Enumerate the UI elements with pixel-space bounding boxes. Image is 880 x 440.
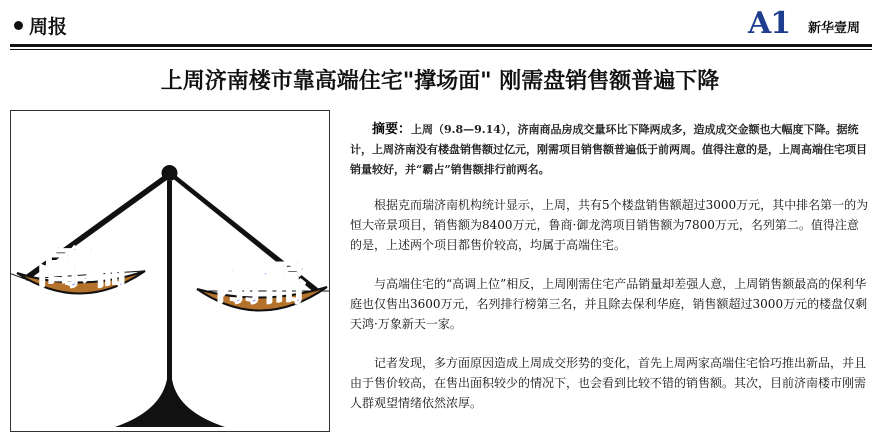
balance-scale-illustration (10, 110, 330, 432)
publication-brand: 新华壹周 (808, 21, 861, 36)
header-rule (10, 44, 872, 47)
right-pan-label: 刚需 (215, 256, 307, 310)
abstract-label: 摘要： (372, 122, 412, 137)
balance-scale-icon (11, 111, 329, 431)
header-rule-thin (10, 49, 872, 50)
abstract-text: 上周（9.8—9.14），济南商品房成交量环比下降两成多，造成成交金额也大幅度下降。据统计，上周济南没有楼盘销售额过亿元，刚需项目销售额普遍低于前两周。值得注意的是，上周高端住宅项目销量较好，并“霸占”销售额排行前两名。 (350, 123, 867, 176)
paragraph-3: 记者发现，多方面原因造成上周成交形势的变化，首先上周两家高端住宅恰巧推出新品，并且由于售价较高，在售出面积较少的情况下，也会看到比较不错的销售额。其次，目前济南楼市刚需人群观望情绪依然浓厚。 (350, 356, 867, 410)
page-number: A1 (748, 6, 791, 41)
left-pan-label: 高端 (35, 240, 127, 294)
bullet-icon (14, 21, 23, 30)
abstract (350, 120, 870, 180)
page-header (0, 0, 880, 48)
paragraph-2: 与高端住宅的“高调上位”相反，上周刚需住宅产品销量却差强人意，上周销售额最高的保利华庭也仅售出3600万元，名列排行榜第三名，并且除去保利华庭，销售额超过3000万元的楼盘仅剩天鸿·万象新天一家。 (350, 277, 868, 331)
section-label (14, 12, 67, 39)
section-name: 周报 (29, 16, 68, 38)
article-body (350, 120, 870, 432)
headline: 上周济南楼市靠高端住宅"撑场面" 刚需盘销售额普遍下降 (160, 69, 720, 94)
paragraph-1: 根据克而瑞济南机构统计显示，上周，共有5个楼盘销售额超过3000万元，其中排名第一的为恒大帝景项目，销售额为8400万元，鲁商·御龙湾项目销售额为7800万元，名列第二。值得注意的是，上述两个项目都售价较高，均属于高端住宅。 (350, 198, 869, 252)
